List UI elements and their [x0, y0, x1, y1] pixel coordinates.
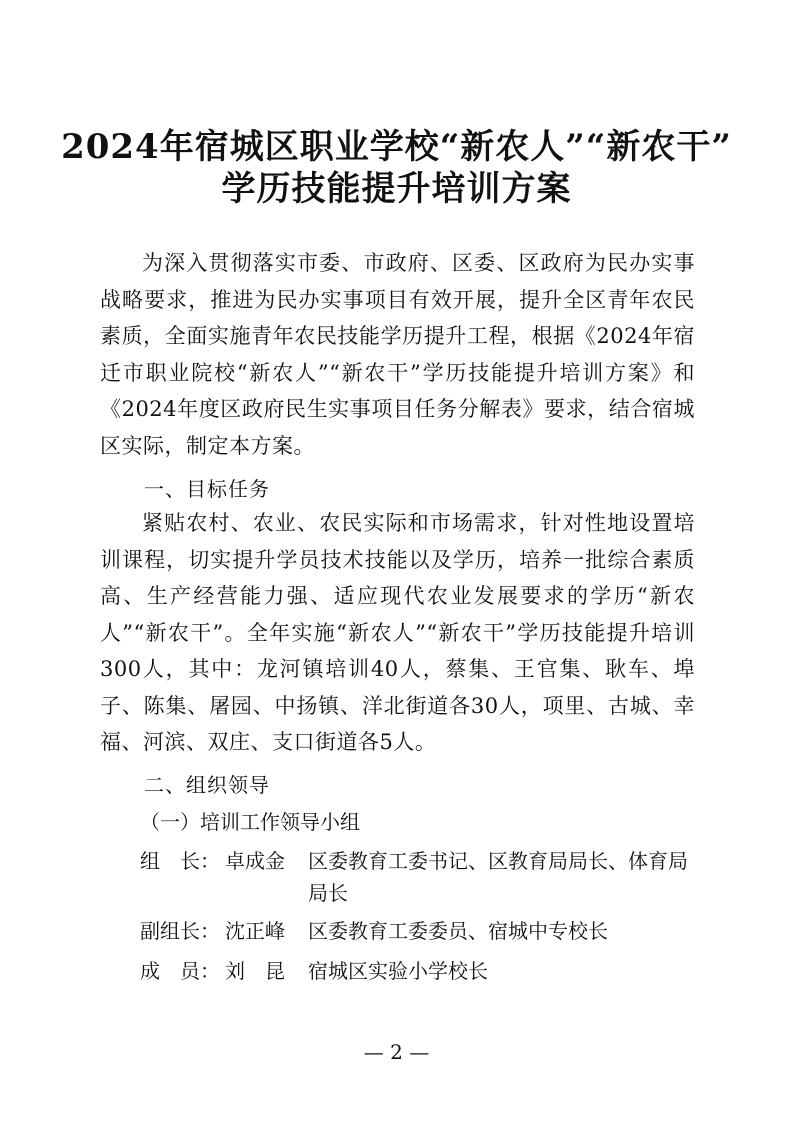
document-title-line1: 2024年宿城区职业学校“新农人”“新农干” [61, 127, 732, 167]
page-number: — 2 — [363, 1040, 430, 1064]
member-name: 沈正峰 [225, 919, 285, 943]
goals-paragraph: 紧贴农村、农业、农民实际和市场需求，针对性地设置培训课程，切实提升学员技术技能以及学历，培养一批综合素质高、生产经营能力强、适应现代农业发展要求的学历“新农人”“新农干”。全年实施“新农人”“新农干”学历技能提升培训300人，其中：龙河镇培训40人，蔡集、王官集、耿车、埠子、陈集、屠园、中扬镇、洋北街道各30人，项里、古城、幸福、河滨、双庄、支口街道各5人。 [100, 511, 695, 754]
section-heading-organization: 二、组织领导 [144, 773, 270, 797]
subsection-heading-leadership-group: （一）培训工作领导小组 [140, 810, 360, 834]
member-role: 组 长： [140, 849, 220, 873]
member-row-member [140, 955, 700, 989]
member-duty: 区委教育工委委员、宿城中专校长 [308, 919, 608, 943]
section-heading-goals: 一、目标任务 [144, 477, 270, 501]
member-duty: 区委教育工委书记、区教育局局长、体育局局长 [308, 849, 688, 905]
member-row-deputy [140, 915, 700, 949]
member-name: 刘 昆 [225, 959, 285, 983]
member-duty: 宿城区实验小学校长 [308, 959, 488, 983]
member-role: 成 员： [140, 959, 220, 983]
intro-paragraph: 为深入贯彻落实市委、市政府、区委、区政府为民办实事战略要求，推进为民办实事项目有效开展，提升全区青年农民素质，全面实施青年农民技能学历提升工程，根据《2024年宿迁市职业院校“新农人”“新农干”学历技能提升培训方案》和《2024年度区政府民生实事项目任务分解表》要求，结合宿城区实际，制定本方案。 [100, 251, 695, 458]
document-title-line2: 学历技能提升培训方案 [221, 169, 572, 209]
member-row-leader [140, 845, 700, 915]
member-name: 卓成金 [225, 849, 285, 873]
member-role: 副组长： [140, 919, 220, 943]
